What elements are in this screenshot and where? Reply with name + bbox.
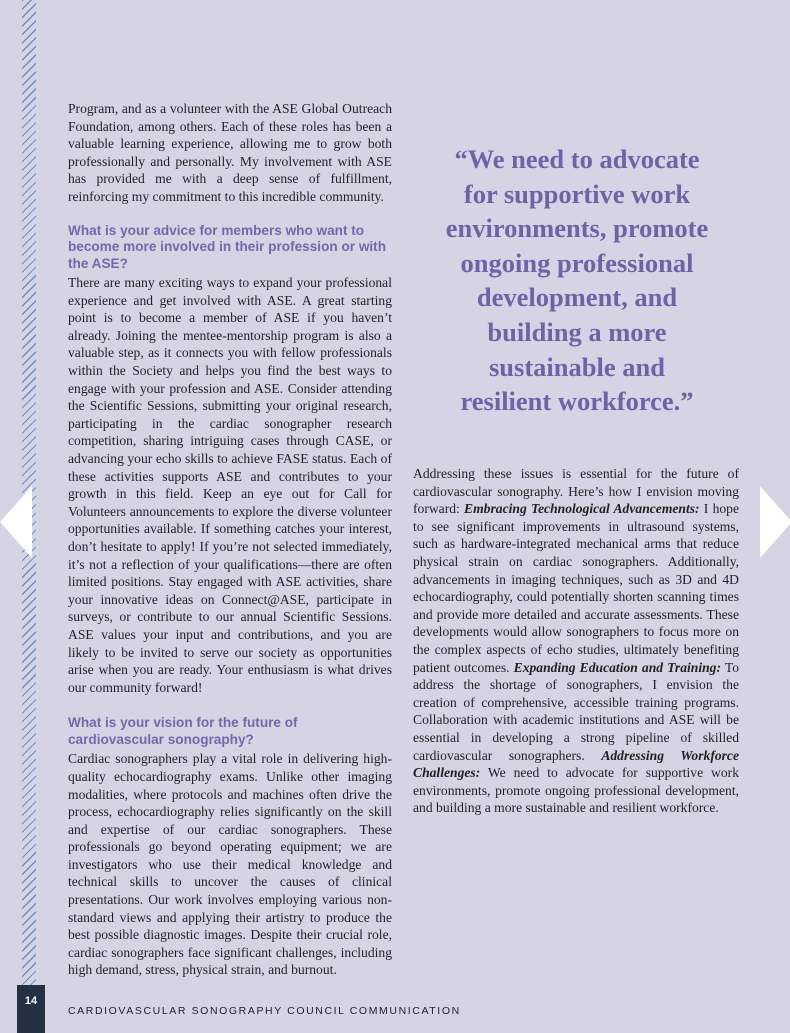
pull-quote [418,142,736,419]
pull-quote-line: “We need to advocate [454,144,700,174]
inline-heading: Expanding Education and Training: [513,659,722,675]
publication-title: CARDIOVASCULAR SONOGRAPHY COUNCIL COMMUNICATION [68,1005,461,1017]
body-text: We need to advocate for supportive work environments, promote ongoing professional development, and building a more sustainable and resilient workforce. [413,765,739,816]
body-text: To address the shortage of sonographers, I envision the creation of comprehensive, accessible training programs. Collaboration with academic institutions and ASE will be essential in developing a strong pipeline of skilled cardiovascular sonographers. [413,659,739,763]
page-footer [0,985,790,1033]
body-paragraph: There are many exciting ways to expand your professional experience and get involved with ASE. A great starting point is to become a member of ASE if you haven’t already. Joining the mentee-mentorship program is also a valuable step, as it connects you with fellow professionals within the Society and helps you find the best ways to engage with your profession and ASE. Consider attending the Scientific Sessions, submitting your original research, participating in the cardiac sonographer research competition, sharing intriguing cases through CASE, or advancing your echo skills to achieve FASE status. Each of these activities supports ASE and contributes to your growth in this field. Keep an eye out for Call for Volunteers announcements to explore the diverse volunteer opportunities available. If something catches your interest, don’t hesitate to apply! If you’re not selected immediately, it’s not a reflection of your qualifications—there are often limited positions. Stay engaged with ASE activities, share your innovative ideas on Connect@ASE, participate in surveys, or contribute to our annual Scientific Sessions. ASE values your input and contributions, and you are likely to be invited to serve our society as opportunities arise when you are ready. Your enthusiasm is what drives our community forward! [68,275,392,695]
inline-heading: Addressing Workforce Challenges: [413,747,739,781]
next-page-button[interactable] [760,486,790,558]
pull-quote-line: sustainable and [488,351,665,382]
body-paragraph: Program, and as a volunteer with the ASE Global Outreach Foundation, among others. Each of these roles has been a valuable learning experience, allowing me to grow both professionally and personally. My involvement with ASE has provided me with a deep sense of fulfillment, reinforcing my commitment to this incredible community. [68,101,392,204]
body-paragraph [413,465,739,817]
previous-page-button[interactable] [0,486,32,558]
pull-quote-line: for supportive work [463,178,691,209]
inline-heading: Embracing Technological Advancements: [464,501,700,517]
page-number: 14 [17,985,45,1033]
pull-quote-line: building a more [487,316,667,347]
right-column [413,465,739,817]
pull-quote-line: resilient workforce.” [460,386,694,417]
question-heading: What is your advice for members who want to become more involved in their profession or with the ASE? [68,222,386,271]
pull-quote-line: development, and [476,282,678,313]
body-text: Addressing these issues is essential for the future of cardiovascular sonography. Here’s how I envision moving forward: [413,466,739,517]
pull-quote-line: ongoing professional [460,247,694,278]
pull-quote-line: environments, promote [445,213,709,244]
body-paragraph: Cardiac sonographers play a vital role in delivering high-quality echocardiography exams. Unlike other imaging modalities, where protocols and machines often drive the process, echocardiography relies significantly on the skill and expertise of our cardiac sonographers. These professionals go beyond operating equipment; we are investigators who use their medical knowledge and technical skills to uncover the causes of clinical presentations. Our work involves employing various non-standard views and applying their artistry to produce the best possible diagnostic images. Despite their crucial role, cardiac sonographers face significant challenges, including high demand, stress, physical strain, and burnout. [68,751,392,978]
question-heading: What is your vision for the future of cardiovascular sonography? [68,715,298,747]
body-text: I hope to see significant improvements in ultrasound systems, such as hardware-integrated mechanical arms that reduce physical strain on cardiac sonographers. Additionally, advancements in imaging techniques, such as 3D and 4D echocardiography, could potentially shorten scanning times and provide more detailed and accurate assessments. These developments would allow sonographers to focus more on the complex aspects of echo studies, ultimately benefiting patient outcomes. [413,501,739,675]
left-column [68,100,392,979]
